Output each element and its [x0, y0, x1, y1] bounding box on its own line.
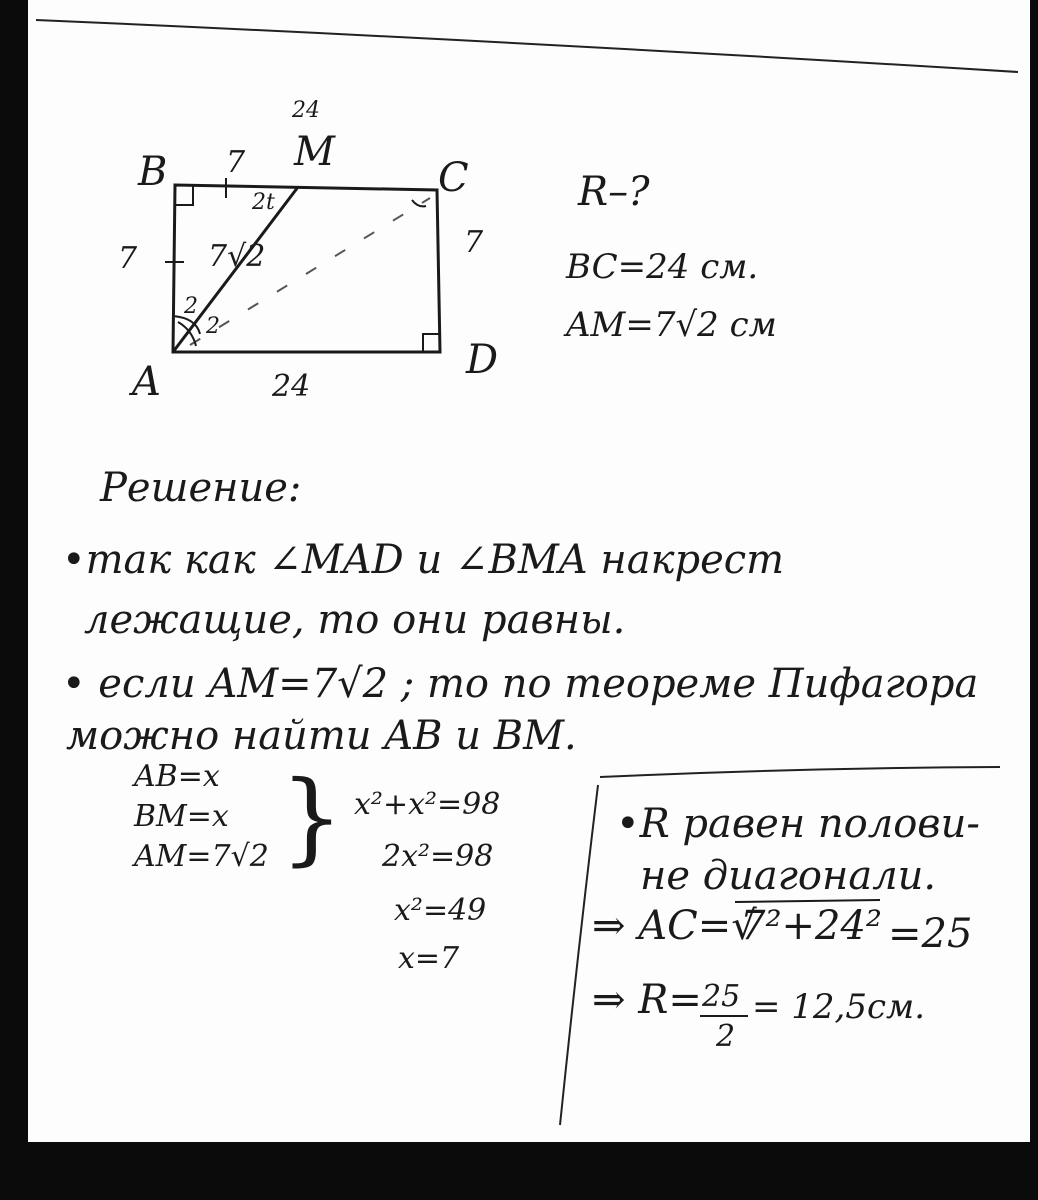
box-line-2: не диагонали.: [640, 853, 937, 899]
vertex-label-m: M: [294, 129, 335, 175]
top-rule-line: [36, 20, 1018, 72]
solution-line-2: лежащие, то они равны.: [84, 597, 626, 643]
fraction-numerator: 25: [702, 979, 741, 1014]
solution-line-4: можно найти AB и BM.: [66, 713, 577, 759]
system-bm: BM=x: [134, 799, 229, 834]
box-line-3-radicand: 7²+24²: [740, 903, 882, 949]
radical-bar: [735, 900, 880, 902]
label-ab-7: 7: [118, 241, 138, 276]
label-angle-a1: 2: [184, 294, 198, 319]
system-brace: }: [280, 759, 344, 876]
vertex-label-b: B: [138, 149, 168, 195]
label-angle-a2: 2: [206, 314, 220, 339]
solution-line-3: • если AM=7√2 ; то по теореме Пифагора: [62, 661, 979, 707]
label-ad-24: 24: [272, 369, 311, 404]
given-bc: BC=24 см.: [566, 247, 759, 287]
equation-2: 2x²=98: [382, 839, 494, 874]
right-angle-b: [175, 186, 193, 205]
vertex-label-c: C: [438, 155, 469, 201]
given-am: AM=7√2 см: [566, 305, 777, 345]
system-ab: AB=x: [134, 759, 220, 794]
equation-3: x²=49: [394, 893, 487, 928]
given-question: R–?: [578, 169, 650, 215]
vertex-label-d: D: [466, 337, 499, 383]
equation-4: x=7: [398, 941, 460, 976]
system-am: AM=7√2: [134, 839, 269, 874]
right-angle-d: [423, 334, 440, 352]
label-cd-7: 7: [464, 225, 484, 260]
vertex-label-a: A: [132, 359, 161, 405]
box-line-4-prefix: ⇒ R=: [592, 977, 702, 1023]
box-line-1: •R равен полови-: [616, 801, 980, 847]
label-bm-7: 7: [226, 145, 246, 180]
equation-1: x²+x²=98: [354, 787, 501, 822]
solution-heading: Решение:: [100, 465, 302, 511]
label-top-24: 24: [292, 98, 320, 123]
box-divider-top: [600, 767, 1000, 777]
box-divider-vertical: [560, 785, 598, 1125]
box-line-3-prefix: ⇒ AC=√: [592, 903, 757, 949]
box-line-3-result: =25: [888, 911, 973, 957]
solution-line-1: •так как ∠MAD и ∠BMA накрест: [62, 537, 785, 583]
label-angle-top: 2t: [252, 190, 275, 215]
fraction-denominator: 2: [716, 1019, 736, 1054]
box-line-4-result: = 12,5см.: [752, 987, 926, 1027]
label-am-length: 7√2: [208, 239, 266, 274]
